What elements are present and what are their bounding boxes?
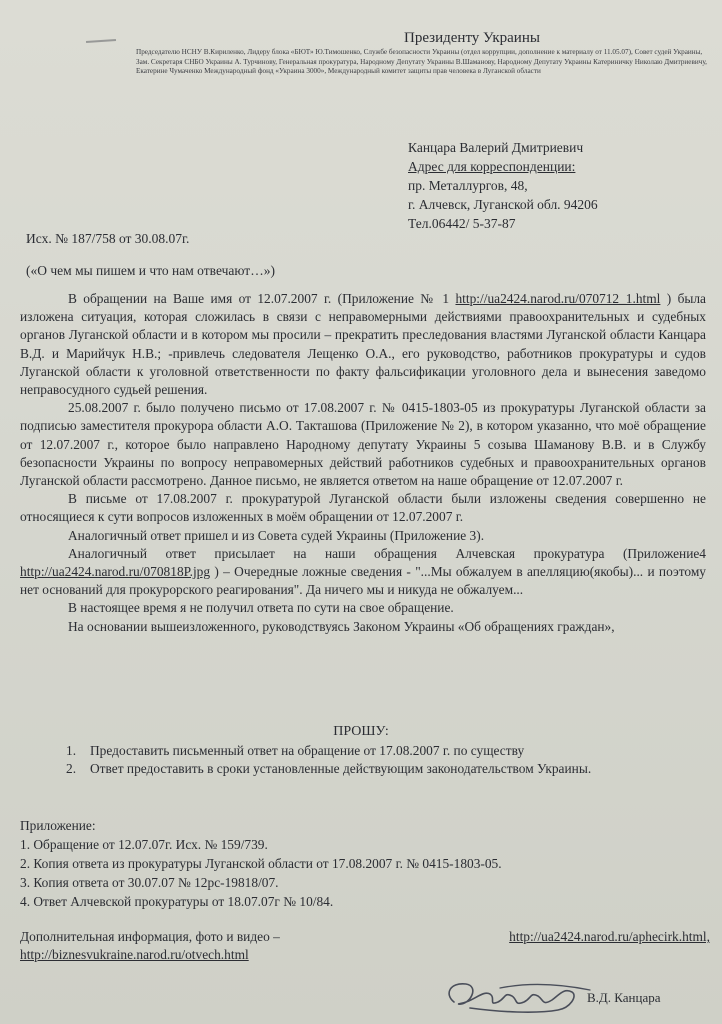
address-label: Адрес для корреспонденции: — [408, 159, 576, 174]
attachment-1-link[interactable]: http://ua2424.narod.ru/070712_1.html — [455, 291, 661, 306]
addressee-title: Президенту Украины — [404, 30, 540, 46]
paragraph-7: На основании вышеизложенного, руководствуясь Законом Украины «Об обращениях граждан», — [68, 618, 615, 634]
aphecirk-link[interactable]: http://ua2424.narod.ru/aphecirk.html, — [509, 929, 710, 944]
recipients-line-1: Председателю НСНУ В.Кириленко, Лидеру блока «БЮТ» Ю.Тимошенко, Службе безопасности Украины (отдел коррупции, дополнение к материалу от 11.05.07), Совет судей Украины, Зам. Секретаря СНБО Украины А. Турчинову, Генеральная прокуратура, Народному Депутату Украины В.Шаманову, Народному Депутату Украины Катериничку Николаю Дмитриевичу, — [136, 48, 707, 66]
recipients-line-2: Екатерине Чумаченко Международный фонд «Украина 3000», Международный комитет защиты прав человека в Луганской области — [136, 67, 541, 76]
attachments-heading: Приложение: — [20, 818, 96, 833]
request-item-number: 2. — [66, 761, 77, 777]
recipients-list — [136, 48, 708, 77]
paragraph-3: В письме от 17.08.2007 г. прокуратурой Луганской области были изложены сведения совершенно не относящиеся к сути вопросов изложенных в моём обращении от 12.07.2007 г. — [20, 491, 706, 525]
paragraph-1 — [20, 290, 706, 399]
request-item-number: 1. — [66, 743, 77, 758]
request-item — [66, 760, 706, 778]
outgoing-number: Исх. № 187/758 от 30.08.07г. — [26, 231, 190, 246]
letter-body — [20, 290, 706, 636]
paragraph-4: Аналогичный ответ пришел и из Совета судей Украины (Приложение 3). — [68, 527, 485, 543]
sender-phone: Тел.06442/ 5-37-87 — [408, 216, 516, 231]
otvech-link[interactable]: http://biznesvukraine.narod.ru/otvech.html — [20, 947, 249, 962]
additional-info-row — [20, 928, 710, 946]
request-item-text: Предоставить письменный ответ на обращение от 17.08.2007 г. по существу — [90, 743, 525, 758]
sender-street: пр. Металлургов, 48, — [408, 178, 528, 193]
paragraph-5 — [20, 545, 706, 600]
p5-text-end: ) – Очередные ложные сведения - "...Мы обжалуем в апелляцию(якобы)... и поэтому нет оснований для прокурорского реагирования". Да ничего мы и никуда не обжалуем... — [20, 564, 706, 598]
attachments-list — [20, 816, 710, 911]
attachment-item: 2. Копия ответа из прокуратуры Луганской области от 17.08.2007 г. № 0415-1803-05. — [20, 856, 502, 871]
request-item — [66, 742, 706, 760]
request-heading: ПРОШУ: — [333, 724, 389, 739]
p5-text-start: Аналогичный ответ присылает на наши обращения Алчевская прокуратура (Приложение4 — [68, 545, 706, 561]
request-item-text: Ответ предоставить в сроки установленные действующим законодательством Украины. — [90, 761, 592, 777]
attachment-item: 4. Ответ Алчевской прокуратуры от 18.07.07г № 10/84. — [20, 894, 334, 909]
p1-text-end: ) была изложена ситуация, которая сложилась в связи с неправомерными действиями правоохранительных и судебных органов Луганской области и в котором мы просили – прекратить преследования властями Луганской области Канцара В.Д. и Марийчук Н.В.; -привлечь следователя Лещенко О.А., его руководство, работников прокуратуры и судов Луганской области к уголовной ответственности по факту фальсификации уголовного дела и вынесения заведомо неправосудного судьей решения. — [20, 291, 706, 398]
attachment-item: 1. Обращение от 12.07.07г. Исх. № 159/739. — [20, 837, 268, 852]
p1-text-start: В обращении на Ваше имя от 12.07.2007 г. (Приложение № 1 — [68, 291, 456, 306]
sender-block — [408, 138, 598, 233]
signer-name: В.Д. Канцара — [587, 990, 661, 1005]
attachment-item: 3. Копия ответа от 30.07.07 № 12рс-19818/07. — [20, 875, 279, 890]
letter-subject: («О чем мы пишем и что нам отвечают…») — [26, 263, 275, 278]
pen-mark — [86, 39, 116, 43]
attachment-4-link[interactable]: http://ua2424.narod.ru/070818P.jpg — [20, 564, 211, 580]
additional-info-label: Дополнительная информация, фото и видео – — [20, 929, 280, 944]
additional-info — [20, 928, 710, 964]
paragraph-6: В настоящее время я не получил ответа по сути на свое обращение. — [68, 600, 454, 616]
request-list — [66, 742, 706, 778]
sender-name: Канцара Валерий Дмитриевич — [408, 140, 584, 155]
paragraph-2: 25.08.2007 г. было получено письмо от 17.08.2007 г. № 0415-1803-05 из прокуратуры Луганской области за подписью заместителя прокурора области А.О. Такташова (Приложение № 2), в котором указанно, что моё обращение от 12.07.2007 г., которое было направлено Народному депутату Украины 5 созыва Шаманову В.В. и в Службу безопасности Украины по вопросу неправомерных действий работников судебных и правоохранительных органов Луганской области рассмотрено. Данное письмо, не является ответом на наше обращение от 12.07.2007 г. — [20, 400, 706, 489]
sender-city: г. Алчевск, Луганской обл. 94206 — [408, 197, 598, 212]
